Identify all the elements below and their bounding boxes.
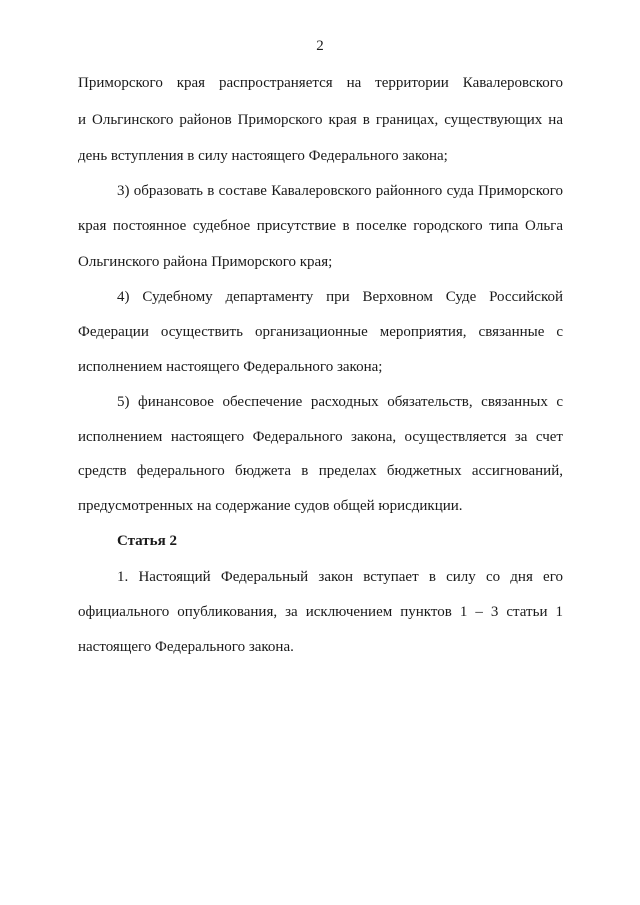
text-line: предусмотренных на содержание судов общей юрисдикции. [78,498,463,514]
text-line: официального опубликования, за исключением пунктов 1 – 3 статьи 1 [78,604,563,620]
text-line: Федерации осуществить организационные мероприятия, связанные с [78,324,563,340]
text-line: средств федерального бюджета в пределах бюджетных ассигнований, [78,463,563,479]
text-line: 5) финансовое обеспечение расходных обязательств, связанных с [117,394,563,410]
text-line: Приморского края распространяется на территории Кавалеровского [78,75,563,91]
article-heading: Статья 2 [117,533,177,549]
page-number: 2 [316,38,324,54]
text-line: исполнением настоящего Федерального закона, осуществляется за счет [78,429,563,445]
text-line: и Ольгинского районов Приморского края в границах, существующих на [78,112,563,128]
text-line: 4) Судебному департаменту при Верховном Суде Российской [117,289,563,305]
text-line: 3) образовать в составе Кавалеровского районного суда Приморского [117,183,563,199]
text-line: края постоянное судебное присутствие в поселке городского типа Ольга [78,218,563,234]
text-line: 1. Настоящий Федеральный закон вступает в силу со дня его [117,569,563,585]
text-line: Ольгинского района Приморского края; [78,254,333,270]
text-line: настоящего Федерального закона. [78,639,294,655]
text-line: исполнением настоящего Федерального закона; [78,359,383,375]
text-line: день вступления в силу настоящего Федерального закона; [78,148,448,164]
